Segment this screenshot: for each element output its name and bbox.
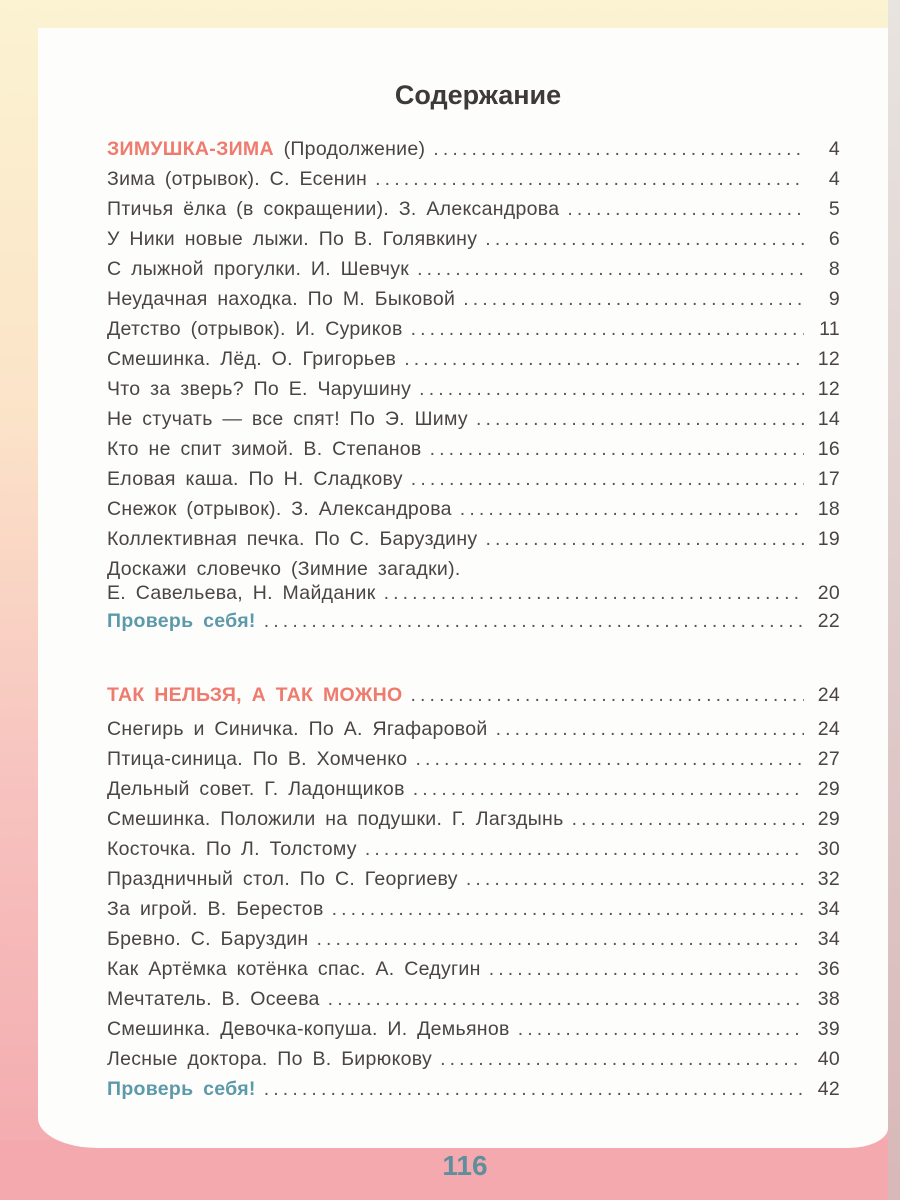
page-ref: 16: [817, 438, 840, 460]
entry-title: Снегирь и Синичка. По А. Ягафаровой: [107, 718, 488, 740]
entry-title: Что за зверь? По Е. Чарушину: [107, 378, 412, 400]
dot-leader: [466, 868, 804, 891]
section-subtitle: (Продолжение): [283, 138, 426, 160]
page-ref: 12: [817, 348, 840, 370]
page-number: 116: [442, 1150, 488, 1181]
dot-leader: [411, 318, 804, 341]
page-ref: 11: [819, 318, 840, 340]
entry-title: У Ники новые лыжи. По В. Голявкину: [107, 228, 478, 250]
toc-entry[interactable]: [107, 838, 840, 868]
toc-entry[interactable]: [107, 958, 840, 988]
entry-title: Детство (отрывок). И. Суриков: [107, 318, 403, 340]
toc-entry[interactable]: [107, 898, 840, 928]
check-yourself-entry[interactable]: [107, 1078, 840, 1108]
page-ref: 36: [817, 958, 840, 980]
entry-title: Кто не спит зимой. В. Степанов: [107, 438, 422, 460]
entry-title: За игрой. В. Берестов: [107, 898, 324, 920]
toc-entry[interactable]: [107, 498, 840, 528]
toc-entry[interactable]: [107, 868, 840, 898]
dot-leader: [365, 838, 804, 861]
check-yourself-entry[interactable]: [107, 610, 840, 640]
toc-entry[interactable]: [107, 718, 840, 748]
dot-leader: [433, 138, 804, 161]
dot-leader: [411, 468, 804, 491]
section-heading[interactable]: [107, 138, 840, 168]
dot-leader: [485, 228, 804, 251]
dot-leader: [485, 528, 804, 551]
page-ref: 9: [828, 288, 840, 310]
entry-title: Смешинка. Положили на подушки. Г. Лагздынь: [107, 808, 564, 830]
page-ref: 24: [817, 684, 840, 706]
toc-entry[interactable]: [107, 468, 840, 498]
toc-entry[interactable]: [107, 748, 840, 778]
page-ref: 4: [828, 168, 840, 190]
entry-title: Проверь себя!: [107, 1078, 256, 1100]
toc-entry[interactable]: [107, 988, 840, 1018]
toc-entry[interactable]: [107, 1048, 840, 1078]
toc-entry[interactable]: [107, 288, 840, 318]
entry-title: Дельный совет. Г. Ладонщиков: [107, 778, 405, 800]
page-ref: 34: [817, 898, 840, 920]
entry-title: Птичья ёлка (в сокращении). З. Александрова: [107, 198, 560, 220]
page-ref: 8: [828, 258, 840, 280]
entry-title: Лесные доктора. По В. Бирюкову: [107, 1048, 433, 1070]
dot-leader: [264, 610, 804, 633]
dot-leader: [496, 718, 804, 741]
dot-leader: [572, 808, 804, 831]
dot-leader: [415, 748, 804, 771]
toc-entry[interactable]: [107, 1018, 840, 1048]
page-ref: 5: [828, 198, 840, 220]
entry-title: Еловая каша. По Н. Сладкову: [107, 468, 403, 490]
page-ref: 29: [817, 808, 840, 830]
section-title: ЗИМУШКА-ЗИМА: [107, 138, 274, 160]
page-ref: 4: [828, 138, 840, 160]
entry-title: Зима (отрывок). С. Есенин: [107, 168, 368, 190]
page-edge: [888, 0, 900, 1200]
section-heading[interactable]: [107, 684, 840, 718]
dot-leader: [404, 348, 804, 371]
dot-leader: [463, 288, 804, 311]
dot-leader: [264, 1078, 804, 1101]
dot-leader: [410, 684, 804, 707]
toc-entry-line1[interactable]: Доскажи словечко (Зимние загадки).: [107, 558, 461, 580]
dot-leader: [489, 958, 804, 981]
entry-title: Коллективная печка. По С. Баруздину: [107, 528, 478, 550]
dot-leader: [440, 1048, 804, 1071]
page-ref: 17: [817, 468, 840, 490]
toc-entry[interactable]: [107, 582, 840, 610]
toc-entry[interactable]: [107, 258, 840, 288]
entry-title: Проверь себя!: [107, 610, 256, 632]
dot-leader: [332, 898, 804, 921]
dot-leader: [384, 582, 804, 605]
entry-title: Смешинка. Девочка-копуша. И. Демьянов: [107, 1018, 510, 1040]
page-ref: 34: [817, 928, 840, 950]
page-ref: 14: [817, 408, 840, 430]
toc-entry[interactable]: [107, 528, 840, 558]
entry-title: С лыжной прогулки. И. Шевчук: [107, 258, 410, 280]
page-title: Содержание: [394, 80, 562, 110]
entry-title: Снежок (отрывок). З. Александрова: [107, 498, 452, 520]
toc-entry[interactable]: [107, 778, 840, 808]
page-ref: 18: [817, 498, 840, 520]
dot-leader: [419, 378, 804, 401]
entry-title: Праздничный стол. По С. Георгиеву: [107, 868, 458, 890]
page-ref: 39: [817, 1018, 840, 1040]
entry-title: Косточка. По Л. Толстому: [107, 838, 357, 860]
dot-leader: [316, 928, 804, 951]
toc-entry[interactable]: [107, 168, 840, 198]
entry-title: Птица-синица. По В. Хомченко: [107, 748, 408, 770]
toc-entry[interactable]: [107, 228, 840, 258]
page-ref: 32: [817, 868, 840, 890]
page-ref: 40: [817, 1048, 840, 1070]
page-ref: 29: [817, 778, 840, 800]
dot-leader: [567, 198, 804, 221]
dot-leader: [518, 1018, 804, 1041]
entry-title: Как Артёмка котёнка спас. А. Седугин: [107, 958, 481, 980]
dot-leader: [460, 498, 804, 521]
page-ref: 6: [828, 228, 840, 250]
toc-entry[interactable]: [107, 378, 840, 408]
page-ref: 20: [817, 582, 840, 604]
page-ref: 42: [817, 1078, 840, 1100]
toc-entry[interactable]: [107, 198, 840, 228]
entry-title: Неудачная находка. По М. Быковой: [107, 288, 456, 310]
dot-leader: [413, 778, 804, 801]
toc-entry[interactable]: [107, 408, 840, 438]
page-ref: 27: [817, 748, 840, 770]
page-ref: 19: [817, 528, 840, 550]
toc-entry[interactable]: [107, 438, 840, 468]
page-ref: 22: [817, 610, 840, 632]
entry-title: Бревно. С. Баруздин: [107, 928, 309, 950]
entry-title: Мечтатель. В. Осеева: [107, 988, 320, 1010]
entry-title: Не стучать — все спят! По Э. Шиму: [107, 408, 468, 430]
toc-entry[interactable]: [107, 808, 840, 838]
dot-leader: [375, 168, 804, 191]
page-ref: 24: [817, 718, 840, 740]
page-ref: 12: [817, 378, 840, 400]
table-of-contents: [107, 138, 840, 1108]
toc-entry[interactable]: [107, 318, 840, 348]
dot-leader: [476, 408, 804, 431]
dot-leader: [430, 438, 804, 461]
section-title: ТАК НЕЛЬЗЯ, А ТАК МОЖНО: [107, 684, 403, 706]
entry-title: Смешинка. Лёд. О. Григорьев: [107, 348, 397, 370]
page-ref: 38: [817, 988, 840, 1010]
dot-leader: [328, 988, 804, 1011]
entry-title: Е. Савельева, Н. Майданик: [107, 582, 376, 604]
toc-entry[interactable]: [107, 348, 840, 378]
toc-entry[interactable]: [107, 928, 840, 958]
dot-leader: [417, 258, 804, 281]
page-ref: 30: [817, 838, 840, 860]
